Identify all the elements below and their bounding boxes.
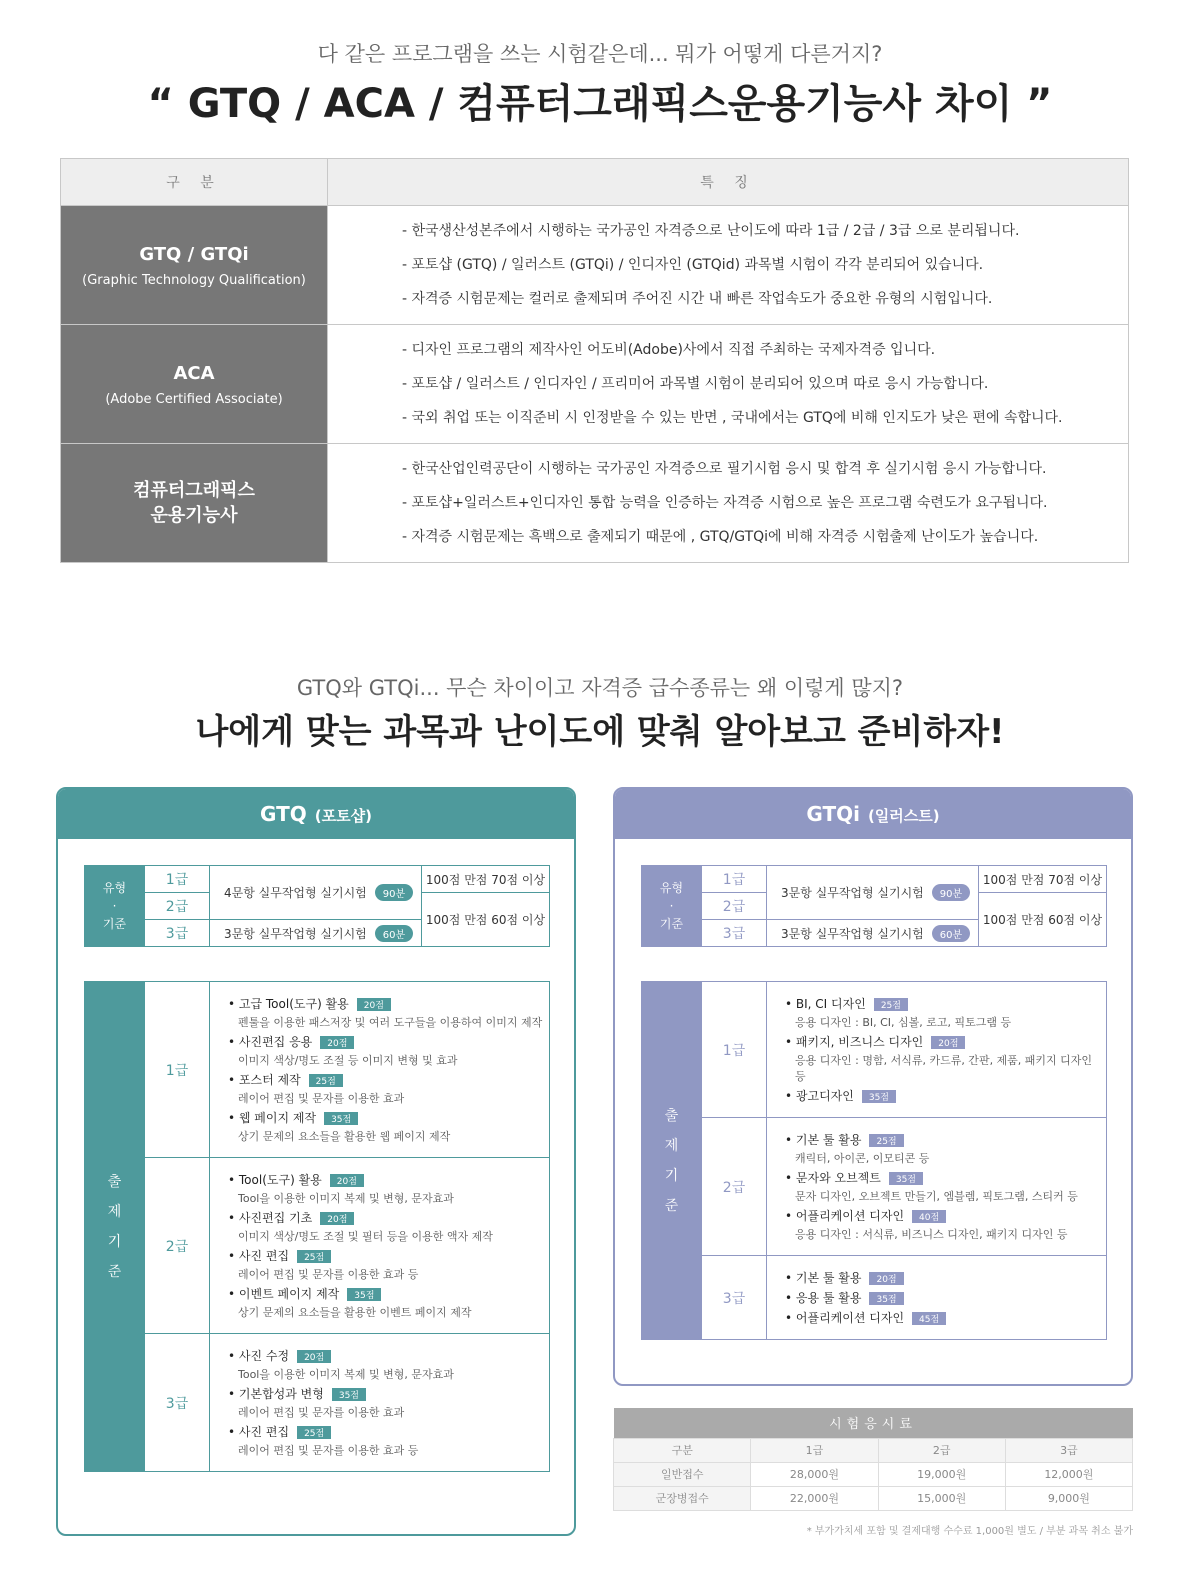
criteria-item-title: • 사진편집 응용: [228, 1035, 313, 1049]
panel-title-paren: (포토샵): [314, 807, 372, 825]
row-subname: (Graphic Technology Qualification): [82, 273, 306, 288]
points-badge: 45점: [912, 1312, 946, 1325]
criteria-item-title: • 광고디자인: [785, 1089, 854, 1103]
criteria-item-desc: 문자 디자인, 오브젝트 만들기, 엠블렘, 픽토그램, 스티커 등: [795, 1190, 1078, 1203]
points-badge: 25점: [869, 1134, 903, 1147]
criteria-item-title: • BI, CI 디자인: [785, 997, 866, 1011]
section1-subtitle: 다 같은 프로그램을 쓰는 시험같은데... 뭐가 어떻게 다른거지?: [317, 42, 883, 66]
points-badge: 20점: [297, 1350, 331, 1363]
header-features: 특 징: [328, 159, 1129, 206]
criteria-item-title: • 포스터 제작: [228, 1073, 301, 1087]
criteria-item-title: • 사진편집 기초: [228, 1211, 313, 1225]
fee-cell: 28,000원: [751, 1462, 878, 1486]
criteria-item-title: • 기본 툴 활용: [785, 1271, 862, 1285]
criteria-table: [641, 981, 1107, 1340]
criteria-item-title: • 웹 페이지 제작: [228, 1111, 317, 1125]
section2-title: 나에게 맞는 과목과 난이도에 맞춰 알아보고 준비하자!: [195, 712, 1005, 752]
criteria-row: [85, 982, 550, 1158]
feature-line: - 디자인 프로그램의 제작사인 어도비(Adobe)사에서 직접 주최하는 국제자격증 입니다.: [402, 342, 936, 358]
criteria-item: [228, 1347, 549, 1382]
fee-cell: 22,000원: [751, 1486, 878, 1510]
fee-cell: 12,000원: [1005, 1462, 1132, 1486]
points-badge: 20점: [330, 1174, 364, 1187]
criteria-item-title: • 사진 수정: [228, 1349, 290, 1363]
points-badge: 20점: [357, 998, 391, 1011]
criteria-item-desc: 이미지 색상/명도 조절 및 필터 등을 이용한 액자 제작: [238, 1230, 493, 1243]
level-1: 1급: [702, 866, 767, 893]
exam-a-text: 4문항 실무작업형 실기시험: [224, 886, 367, 900]
time-badge: 90분: [932, 884, 970, 901]
section2-subtitle: GTQ와 GTQi... 무슨 차이이고 자격증 급수종류는 왜 이렇게 많지?: [296, 676, 904, 700]
time-badge: 60분: [375, 925, 413, 942]
fee-header: 구분: [614, 1438, 751, 1462]
level-1: 1급: [145, 866, 210, 893]
criteria-item-title: • 패키지, 비즈니스 디자인: [785, 1035, 924, 1049]
feature-line: - 포토샵+일러스트+인디자인 통합 능력을 인증하는 자격증 시험으로 높은 프로그램 숙련도가 요구됩니다.: [402, 495, 1048, 511]
criteria-item-desc: 레이어 편집 및 문자를 이용한 효과 등: [238, 1268, 419, 1281]
criteria-level: 3급: [702, 1256, 767, 1340]
header-category: 구 분: [61, 159, 328, 206]
table-row: [61, 206, 1129, 325]
criteria-item: [785, 1269, 1106, 1286]
level-2: 2급: [145, 893, 210, 920]
criteria-item: [228, 1385, 549, 1420]
criteria-label: 출 제 기 준: [85, 982, 145, 1472]
points-badge: 20점: [320, 1212, 354, 1225]
criteria-item-desc: 레이어 편집 및 문자를 이용한 효과: [238, 1092, 405, 1105]
feature-line: - 자격증 시험문제는 컬러로 출제되며 주어진 시간 내 빠른 작업속도가 중요한 유형의 시험입니다.: [402, 291, 993, 307]
criteria-items: [210, 982, 550, 1158]
feature-line: - 한국산업인력공단이 시행하는 국가공인 자격증으로 필기시험 응시 및 합격 후 실기시험 응시 가능합니다.: [402, 461, 1047, 477]
criteria-items: [767, 1118, 1107, 1256]
points-badge: 35점: [332, 1388, 366, 1401]
pass-b: 100점 만점 60점 이상: [422, 893, 550, 947]
fee-note: * 부가가치세 포함 및 결제대행 수수료 1,000원 별도 / 부분 과목 취소 불가: [806, 1526, 1133, 1537]
criteria-item-desc: 응용 디자인 : 서식류, 비즈니스 디자인, 패키지 디자인 등: [795, 1228, 1068, 1241]
fee-row: [614, 1486, 1133, 1510]
panel-title: GTQ: [260, 802, 307, 826]
criteria-item-title: • 어플리케이션 디자인: [785, 1311, 905, 1325]
criteria-items: [210, 1158, 550, 1334]
table-row: [61, 325, 1129, 444]
criteria-item: [785, 1289, 1106, 1306]
type-label: 유형 · 기준: [85, 866, 145, 947]
criteria-item: [785, 1033, 1106, 1084]
criteria-table: [84, 981, 550, 1472]
feature-line: - 포토샵 (GTQ) / 일러스트 (GTQi) / 인디자인 (GTQid) 과목별 시험이 각각 분리되어 있습니다.: [402, 257, 984, 273]
criteria-row: [642, 982, 1107, 1118]
criteria-item: [228, 1285, 549, 1320]
fee-header: 3급: [1005, 1438, 1132, 1462]
exam-a-text: 3문항 실무작업형 실기시험: [781, 886, 924, 900]
fee-table: [613, 1408, 1133, 1511]
criteria-item: [228, 1033, 549, 1068]
fee-header: 2급: [878, 1438, 1005, 1462]
points-badge: 40점: [912, 1210, 946, 1223]
criteria-item-desc: 레이어 편집 및 문자를 이용한 효과 등: [238, 1444, 419, 1457]
fee-title: 시험응시료: [614, 1408, 1133, 1438]
criteria-level: 1급: [145, 982, 210, 1158]
criteria-item-title: • Tool(도구) 활용: [228, 1173, 322, 1187]
criteria-item: [228, 1171, 549, 1206]
fee-header: 1급: [751, 1438, 878, 1462]
comparison-table: [60, 158, 1129, 563]
criteria-level: 1급: [702, 982, 767, 1118]
criteria-item-title: • 문자와 오브젝트: [785, 1171, 881, 1185]
gtqi-panel: [613, 787, 1133, 1386]
time-badge: 90분: [375, 884, 413, 901]
fee-cell: 군장병접수: [614, 1486, 751, 1510]
criteria-item-title: • 고급 Tool(도구) 활용: [228, 997, 349, 1011]
panel-header: [58, 789, 574, 839]
exam-b: [210, 920, 422, 947]
criteria-item: [228, 995, 549, 1030]
exam-a: [210, 866, 422, 920]
points-badge: 25점: [874, 998, 908, 1011]
exam-b-text: 3문항 실무작업형 실기시험: [224, 926, 367, 941]
criteria-item: [228, 1247, 549, 1282]
criteria-level: 3급: [145, 1334, 210, 1472]
fee-row: [614, 1462, 1133, 1486]
type-label: 유형 · 기준: [642, 866, 702, 947]
points-badge: 35점: [347, 1288, 381, 1301]
criteria-item-desc: Tool을 이용한 이미지 복제 및 변형, 문자효과: [238, 1368, 454, 1381]
criteria-item-desc: 캐릭터, 아이콘, 이모티콘 등: [795, 1152, 930, 1165]
criteria-item-title: • 사진 편집: [228, 1249, 290, 1263]
criteria-item: [228, 1109, 549, 1144]
row-subname: (Adobe Certified Associate): [105, 392, 283, 407]
type-table: [84, 865, 550, 947]
criteria-item: [785, 1169, 1106, 1204]
criteria-item: [785, 1309, 1106, 1326]
time-badge: 60분: [932, 925, 970, 942]
criteria-item-desc: Tool을 이용한 이미지 복제 및 변형, 문자효과: [238, 1192, 454, 1205]
row-label-aca: [61, 325, 328, 444]
criteria-item-title: • 응용 툴 활용: [785, 1291, 862, 1305]
criteria-item-desc: 응용 디자인 : BI, CI, 심볼, 로고, 픽토그램 등: [795, 1016, 1012, 1029]
criteria-item-desc: 펜툴을 이용한 패스저장 및 여러 도구들을 이용하여 이미지 제작: [238, 1016, 543, 1029]
criteria-item-title: • 어플리케이션 디자인: [785, 1209, 905, 1223]
panel-header: [615, 789, 1131, 839]
points-badge: 25점: [297, 1426, 331, 1439]
points-badge: 25점: [297, 1250, 331, 1263]
criteria-row: [642, 1256, 1107, 1340]
row-features: [328, 325, 1129, 444]
pass-a: 100점 만점 70점 이상: [979, 866, 1107, 893]
criteria-item: [785, 1131, 1106, 1166]
criteria-row: [85, 1158, 550, 1334]
row-features: [328, 444, 1129, 563]
level-3: 3급: [145, 920, 210, 947]
type-table: [641, 865, 1107, 947]
criteria-item: [785, 1087, 1106, 1104]
criteria-items: [210, 1334, 550, 1472]
row-name-line2: 운용기능사: [150, 505, 238, 526]
row-name: ACA: [173, 363, 215, 384]
table-row: [61, 444, 1129, 563]
points-badge: 35점: [869, 1292, 903, 1305]
points-badge: 35점: [889, 1172, 923, 1185]
feature-line: - 한국생산성본주에서 시행하는 국가공인 자격증으로 난이도에 따라 1급 / 2급 / 3급 으로 분리됩니다.: [402, 223, 1020, 239]
exam-b: [767, 920, 979, 947]
panel-title: GTQi: [806, 802, 860, 826]
feature-line: - 포토샵 / 일러스트 / 인디자인 / 프리미어 과목별 시험이 분리되어 있으며 따로 응시 가능합니다.: [402, 376, 989, 392]
panel-title-paren: (일러스트): [867, 807, 940, 825]
criteria-row: [642, 1118, 1107, 1256]
criteria-item: [228, 1209, 549, 1244]
points-badge: 20점: [869, 1272, 903, 1285]
row-label-cg: [61, 444, 328, 563]
criteria-item-title: • 사진 편집: [228, 1425, 290, 1439]
gtq-panel: [56, 787, 576, 1536]
fee-cell: 19,000원: [878, 1462, 1005, 1486]
row-features: [328, 206, 1129, 325]
criteria-label: 출 제 기 준: [642, 982, 702, 1340]
criteria-item: [785, 995, 1106, 1030]
criteria-item-desc: 레이어 편집 및 문자를 이용한 효과: [238, 1406, 405, 1419]
criteria-item: [228, 1423, 549, 1458]
criteria-item-desc: 이미지 색상/명도 조절 등 이미지 변형 및 효과: [238, 1054, 458, 1067]
criteria-item-desc: 상기 문제의 요소들을 활용한 이벤트 페이지 제작: [238, 1306, 472, 1319]
points-badge: 20점: [931, 1036, 965, 1049]
fee-cell: 15,000원: [878, 1486, 1005, 1510]
feature-line: - 자격증 시험문제는 흑백으로 출제되기 때문에 , GTQ/GTQi에 비해 자격증 시험출제 난이도가 높습니다.: [402, 529, 1039, 545]
row-name: GTQ / GTQi: [139, 244, 249, 265]
exam-b-text: 3문항 실무작업형 실기시험: [781, 926, 924, 941]
level-3: 3급: [702, 920, 767, 947]
points-badge: 20점: [320, 1036, 354, 1049]
feature-line: - 국외 취업 또는 이직준비 시 인정받을 수 있는 반면 , 국내에서는 GTQ에 비해 인지도가 낮은 편에 속합니다.: [402, 410, 1063, 426]
row-label-gtq: [61, 206, 328, 325]
criteria-item-title: • 기본합성과 변형: [228, 1387, 324, 1401]
level-2: 2급: [702, 893, 767, 920]
criteria-item-title: • 이벤트 페이지 제작: [228, 1287, 340, 1301]
criteria-item: [785, 1207, 1106, 1242]
criteria-item-desc: 상기 문제의 요소들을 활용한 웹 페이지 제작: [238, 1130, 451, 1143]
points-badge: 35점: [324, 1112, 358, 1125]
criteria-item-desc: 응용 디자인 : 명함, 서식류, 카드류, 간판, 제품, 패키지 디자인 등: [795, 1054, 1093, 1083]
criteria-items: [767, 1256, 1107, 1340]
criteria-level: 2급: [702, 1118, 767, 1256]
exam-a: [767, 866, 979, 920]
criteria-level: 2급: [145, 1158, 210, 1334]
points-badge: 35점: [862, 1090, 896, 1103]
row-name: 컴퓨터그래픽스: [133, 480, 255, 501]
criteria-item: [228, 1071, 549, 1106]
criteria-item-title: • 기본 툴 활용: [785, 1133, 862, 1147]
fee-cell: 9,000원: [1005, 1486, 1132, 1510]
section1-title: “ GTQ / ACA / 컴퓨터그래픽스운용기능사 차이 ”: [147, 81, 1053, 127]
criteria-row: [85, 1334, 550, 1472]
pass-a: 100점 만점 70점 이상: [422, 866, 550, 893]
pass-b: 100점 만점 60점 이상: [979, 893, 1107, 947]
fee-cell: 일반접수: [614, 1462, 751, 1486]
criteria-items: [767, 982, 1107, 1118]
points-badge: 25점: [309, 1074, 343, 1087]
